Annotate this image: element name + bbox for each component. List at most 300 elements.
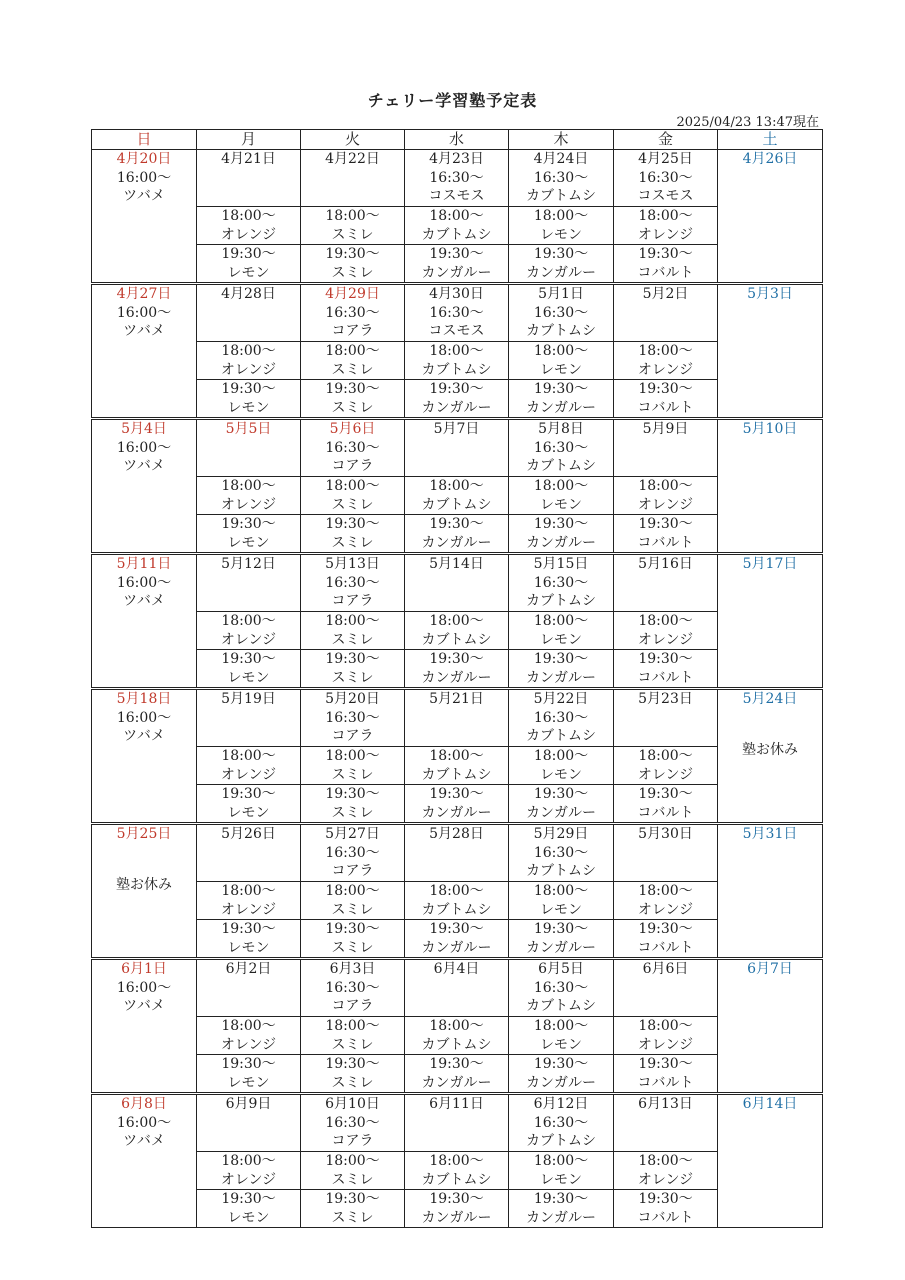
- session-text: レモン: [227, 804, 270, 821]
- day-cell: [197, 959, 301, 1017]
- day-cell: [614, 554, 718, 612]
- day-cell: [509, 150, 614, 207]
- session-text: 19:30〜: [325, 246, 380, 262]
- session-text: 19:30〜: [638, 1191, 693, 1207]
- session-text: コアラ: [331, 998, 374, 1014]
- session-text: 16:30〜: [533, 979, 589, 996]
- date-label: 4月22日: [325, 151, 380, 167]
- saturday-cell: [718, 419, 823, 554]
- session-cell: [301, 1190, 405, 1228]
- date-label: 6月5日: [538, 961, 584, 977]
- week-block: [92, 1094, 823, 1228]
- session-cell: [509, 920, 614, 959]
- day-cell: [197, 419, 301, 477]
- session-text: カブトムシ: [421, 496, 492, 513]
- session-text: 16:30〜: [325, 574, 380, 591]
- session-text: 16:30〜: [325, 709, 380, 726]
- schedule-row: [92, 785, 823, 824]
- day-cell: [301, 824, 405, 882]
- session-cell: [405, 1190, 509, 1228]
- day-cell: [614, 284, 718, 342]
- session-cell: [197, 245, 301, 284]
- session-cell: [301, 207, 405, 245]
- session-text: ツバメ: [123, 1133, 165, 1149]
- date-label: 5月8日: [538, 421, 584, 437]
- session-text: 18:00〜: [221, 478, 276, 494]
- session-text: 16:30〜: [325, 844, 380, 861]
- session-cell: [301, 612, 405, 650]
- page-title: チェリー学習塾予定表: [367, 91, 538, 110]
- session-cell: [614, 1055, 718, 1094]
- schedule-row: [92, 920, 823, 959]
- session-cell: [301, 785, 405, 824]
- session-text: 19:30〜: [221, 246, 276, 262]
- session-text: カンガルー: [421, 534, 492, 551]
- sunday-cell: [92, 959, 197, 1094]
- session-cell: [614, 920, 718, 959]
- session-text: 18:00〜: [638, 1153, 693, 1169]
- session-text: 18:00〜: [638, 208, 693, 224]
- session-text: 18:00〜: [221, 208, 276, 224]
- session-text: 19:30〜: [533, 1191, 589, 1207]
- session-text: ツバメ: [123, 323, 165, 339]
- session-text: 19:30〜: [429, 246, 484, 262]
- sunday-cell: [92, 419, 197, 554]
- session-text: 18:00〜: [533, 748, 589, 764]
- date-label: 5月25日: [116, 826, 172, 842]
- weekday-fri: 金: [614, 130, 718, 150]
- session-text: 18:00〜: [638, 478, 693, 494]
- day-cell: [509, 284, 614, 342]
- day-cell: [509, 689, 614, 747]
- session-cell: [614, 245, 718, 284]
- session-cell: [405, 342, 509, 380]
- session-text: 18:00〜: [429, 748, 484, 764]
- schedule-row: [92, 650, 823, 689]
- session-text: 18:00〜: [429, 343, 484, 359]
- date-label: 5月1日: [538, 286, 584, 302]
- date-label: 5月9日: [642, 421, 689, 437]
- session-text: オレンジ: [637, 496, 694, 513]
- day-cell: [301, 284, 405, 342]
- day-cell: [405, 284, 509, 342]
- session-text: 18:00〜: [325, 208, 380, 224]
- session-text: カンガルー: [421, 1074, 492, 1091]
- session-text: コスモス: [428, 323, 485, 339]
- session-text: レモン: [540, 901, 582, 918]
- session-text: 16:30〜: [533, 439, 589, 456]
- session-cell: [509, 1152, 614, 1190]
- session-text: カンガルー: [421, 1209, 492, 1226]
- date-label: 5月18日: [116, 691, 172, 707]
- session-cell: [405, 920, 509, 959]
- schedule-row: [92, 689, 823, 747]
- session-text: スミレ: [331, 766, 374, 783]
- session-cell: [405, 477, 509, 515]
- session-text: カンガルー: [421, 669, 492, 686]
- date-label: 5月16日: [638, 556, 693, 572]
- session-text: オレンジ: [637, 361, 694, 378]
- session-cell: [197, 785, 301, 824]
- date-label: 6月6日: [642, 961, 689, 977]
- sunday-cell: [92, 284, 197, 419]
- session-text: オレンジ: [637, 1036, 694, 1053]
- session-text: 19:30〜: [533, 246, 589, 262]
- session-text: コスモス: [637, 188, 694, 204]
- date-label: 5月7日: [433, 421, 480, 437]
- session-text: 19:30〜: [533, 516, 589, 532]
- session-text: 16:00〜: [116, 169, 172, 186]
- date-label: 5月24日: [742, 691, 798, 707]
- session-text: 16:00〜: [116, 709, 172, 726]
- week-block: [92, 824, 823, 959]
- session-cell: [405, 245, 509, 284]
- session-cell: [301, 380, 405, 419]
- session-text: コアラ: [331, 458, 374, 474]
- session-text: ツバメ: [123, 458, 165, 474]
- date-label: 5月21日: [429, 691, 484, 707]
- weekday-header-row: [92, 130, 823, 150]
- session-cell: [509, 207, 614, 245]
- weekday-wed: 水: [405, 130, 509, 150]
- session-cell: [614, 747, 718, 785]
- date-label: 6月11日: [429, 1096, 484, 1112]
- schedule-row: [92, 477, 823, 515]
- session-cell: [509, 1055, 614, 1094]
- session-text: 18:00〜: [429, 208, 484, 224]
- session-cell: [197, 747, 301, 785]
- session-cell: [301, 1055, 405, 1094]
- session-text: 19:30〜: [325, 651, 380, 667]
- session-text: コバルト: [637, 1074, 694, 1091]
- session-cell: [197, 1190, 301, 1228]
- session-text: 16:30〜: [533, 169, 589, 186]
- date-label: 4月29日: [325, 286, 380, 302]
- session-cell: [614, 882, 718, 920]
- session-text: オレンジ: [220, 361, 277, 378]
- session-cell: [614, 785, 718, 824]
- schedule-row: [92, 207, 823, 245]
- session-text: 19:30〜: [429, 786, 484, 802]
- day-cell: [197, 554, 301, 612]
- day-cell: [509, 554, 614, 612]
- session-text: 16:30〜: [325, 439, 380, 456]
- session-text: スミレ: [331, 1209, 374, 1226]
- session-text: レモン: [540, 496, 582, 513]
- date-label: 5月2日: [642, 286, 689, 302]
- schedule-row: [92, 882, 823, 920]
- session-cell: [301, 920, 405, 959]
- session-text: 18:00〜: [429, 613, 484, 629]
- session-cell: [405, 207, 509, 245]
- session-text: カンガルー: [526, 264, 596, 281]
- weekday-mon: 月: [197, 130, 301, 150]
- session-text: 18:00〜: [638, 748, 693, 764]
- session-cell: [614, 1190, 718, 1228]
- session-text: 19:30〜: [638, 786, 693, 802]
- session-text: 19:30〜: [325, 921, 380, 937]
- session-text: 18:00〜: [429, 478, 484, 494]
- schedule-row: [92, 150, 823, 207]
- day-cell: [405, 419, 509, 477]
- session-cell: [614, 1152, 718, 1190]
- session-cell: [197, 612, 301, 650]
- session-text: カブトムシ: [421, 766, 492, 783]
- session-cell: [301, 1017, 405, 1055]
- session-text: ツバメ: [123, 998, 165, 1014]
- session-text: コバルト: [637, 399, 694, 416]
- day-cell: [197, 824, 301, 882]
- day-cell: [509, 1094, 614, 1152]
- schedule-row: [92, 1152, 823, 1190]
- session-text: カブトムシ: [421, 1171, 492, 1188]
- saturday-cell: [718, 1094, 823, 1228]
- saturday-cell: [718, 959, 823, 1094]
- session-text: スミレ: [331, 1074, 374, 1091]
- session-cell: [509, 882, 614, 920]
- date-label: 5月4日: [121, 421, 167, 437]
- day-cell: [197, 284, 301, 342]
- schedule-row: [92, 1190, 823, 1228]
- session-text: カブトムシ: [526, 1133, 596, 1149]
- session-cell: [301, 477, 405, 515]
- session-text: 19:30〜: [429, 381, 484, 397]
- session-text: 19:30〜: [221, 921, 276, 937]
- session-text: オレンジ: [637, 631, 694, 648]
- day-cell: [614, 419, 718, 477]
- day-cell: [509, 419, 614, 477]
- session-text: ツバメ: [123, 728, 165, 744]
- session-text: 16:00〜: [116, 979, 172, 996]
- session-text: コアラ: [331, 863, 374, 879]
- session-text: レモン: [227, 264, 270, 281]
- session-text: レモン: [540, 361, 582, 378]
- session-text: 18:00〜: [533, 343, 589, 359]
- session-text: オレンジ: [637, 766, 694, 783]
- session-text: 19:30〜: [638, 381, 693, 397]
- session-text: 19:30〜: [221, 786, 276, 802]
- date-label: 5月31日: [742, 826, 798, 842]
- session-text: レモン: [540, 631, 582, 648]
- session-text: 16:30〜: [429, 304, 484, 321]
- session-text: カブトムシ: [526, 458, 596, 474]
- session-text: 16:00〜: [116, 1114, 172, 1131]
- session-text: オレンジ: [637, 901, 694, 918]
- date-label: 4月24日: [533, 151, 589, 167]
- session-text: 18:00〜: [325, 1153, 380, 1169]
- day-cell: [301, 150, 405, 207]
- session-text: カンガルー: [421, 264, 492, 281]
- sunday-cell: [92, 1094, 197, 1228]
- session-text: 19:30〜: [533, 651, 589, 667]
- session-cell: [197, 1055, 301, 1094]
- session-text: 18:00〜: [221, 1153, 276, 1169]
- session-text: カブトムシ: [421, 226, 492, 243]
- session-text: オレンジ: [220, 766, 277, 783]
- week-block: [92, 419, 823, 554]
- schedule-row: [92, 747, 823, 785]
- date-label: 5月6日: [329, 421, 376, 437]
- week-block: [92, 284, 823, 419]
- session-text: カブトムシ: [421, 361, 492, 378]
- session-text: 18:00〜: [638, 1018, 693, 1034]
- session-text: 19:30〜: [429, 1191, 484, 1207]
- session-cell: [614, 515, 718, 554]
- date-label: 6月12日: [533, 1096, 589, 1112]
- schedule-row: [92, 1017, 823, 1055]
- session-cell: [301, 342, 405, 380]
- session-cell: [301, 882, 405, 920]
- day-cell: [509, 824, 614, 882]
- session-cell: [301, 747, 405, 785]
- session-cell: [509, 785, 614, 824]
- week-block: [92, 959, 823, 1094]
- date-label: 4月21日: [221, 151, 276, 167]
- date-label: 5月11日: [116, 556, 172, 572]
- sunday-cell: [92, 554, 197, 689]
- sunday-cell: [92, 824, 197, 959]
- session-text: 16:00〜: [116, 439, 172, 456]
- session-text: コアラ: [331, 593, 374, 609]
- session-text: 16:30〜: [638, 169, 693, 186]
- session-cell: [197, 207, 301, 245]
- session-cell: [405, 650, 509, 689]
- day-cell: [614, 959, 718, 1017]
- session-text: 18:00〜: [325, 1018, 380, 1034]
- session-text: カブトムシ: [526, 188, 596, 204]
- session-text: カンガルー: [421, 399, 492, 416]
- schedule-row: [92, 824, 823, 882]
- date-label: 5月22日: [533, 691, 589, 707]
- session-cell: [509, 612, 614, 650]
- session-text: カンガルー: [421, 939, 492, 956]
- session-cell: [301, 245, 405, 284]
- session-text: 19:30〜: [533, 1056, 589, 1072]
- session-text: 18:00〜: [638, 883, 693, 899]
- session-text: カブトムシ: [421, 631, 492, 648]
- session-text: 18:00〜: [325, 883, 380, 899]
- session-text: コアラ: [331, 323, 374, 339]
- session-text: コバルト: [637, 939, 694, 956]
- date-label: 5月13日: [325, 556, 380, 572]
- date-label: 5月10日: [742, 421, 798, 437]
- session-text: オレンジ: [637, 1171, 694, 1188]
- session-cell: [405, 612, 509, 650]
- date-label: 6月2日: [225, 961, 272, 977]
- session-text: 19:30〜: [325, 516, 380, 532]
- date-label: 5月3日: [747, 286, 793, 302]
- date-label: 4月26日: [742, 151, 798, 167]
- session-text: 18:00〜: [533, 613, 589, 629]
- session-text: コバルト: [637, 804, 694, 821]
- date-label: 4月23日: [429, 151, 484, 167]
- session-text: 19:30〜: [533, 786, 589, 802]
- session-text: 18:00〜: [429, 1153, 484, 1169]
- session-text: 19:30〜: [221, 1056, 276, 1072]
- session-cell: [614, 207, 718, 245]
- session-cell: [509, 477, 614, 515]
- schedule-row: [92, 1094, 823, 1152]
- session-text: 19:30〜: [429, 651, 484, 667]
- session-text: 19:30〜: [429, 1056, 484, 1072]
- session-cell: [197, 1152, 301, 1190]
- session-text: 19:30〜: [221, 1191, 276, 1207]
- sunday-cell: [92, 689, 197, 824]
- session-text: 16:30〜: [533, 709, 589, 726]
- saturday-cell: [718, 824, 823, 959]
- session-text: カブトムシ: [526, 593, 596, 609]
- session-cell: [405, 785, 509, 824]
- session-cell: [301, 515, 405, 554]
- day-cell: [197, 1094, 301, 1152]
- session-text: 18:00〜: [429, 883, 484, 899]
- schedule-row: [92, 515, 823, 554]
- session-text: 19:30〜: [325, 381, 380, 397]
- date-label: 6月10日: [325, 1096, 380, 1112]
- date-label: 5月26日: [221, 826, 276, 842]
- session-text: レモン: [227, 939, 270, 956]
- saturday-cell: [718, 150, 823, 284]
- session-cell: [509, 342, 614, 380]
- session-text: カンガルー: [526, 1209, 596, 1226]
- session-text: 18:00〜: [638, 343, 693, 359]
- session-text: 16:30〜: [429, 169, 484, 186]
- schedule-row: [92, 1055, 823, 1094]
- session-text: オレンジ: [637, 226, 694, 243]
- session-text: カンガルー: [526, 804, 596, 821]
- date-label: 4月30日: [429, 286, 484, 302]
- week-block: [92, 689, 823, 824]
- sunday-cell: [92, 150, 197, 284]
- day-cell: [405, 554, 509, 612]
- session-text: 18:00〜: [221, 613, 276, 629]
- session-text: カブトムシ: [526, 323, 596, 339]
- session-text: 18:00〜: [533, 1153, 589, 1169]
- schedule-row: [92, 554, 823, 612]
- day-cell: [197, 689, 301, 747]
- session-text: スミレ: [331, 226, 374, 243]
- schedule-row: [92, 612, 823, 650]
- session-text: コバルト: [637, 264, 694, 281]
- day-cell: [405, 689, 509, 747]
- day-cell: [301, 554, 405, 612]
- updated-timestamp: 2025/04/23 13:47現在: [676, 115, 819, 130]
- session-cell: [197, 1017, 301, 1055]
- session-text: スミレ: [331, 669, 374, 686]
- session-text: スミレ: [331, 804, 374, 821]
- session-cell: [405, 1055, 509, 1094]
- day-cell: [614, 150, 718, 207]
- session-text: 19:30〜: [638, 1056, 693, 1072]
- session-text: 19:30〜: [533, 381, 589, 397]
- session-text: レモン: [227, 534, 270, 551]
- saturday-cell: [718, 689, 823, 824]
- date-label: 5月5日: [225, 421, 272, 437]
- session-text: レモン: [540, 226, 582, 243]
- schedule-row: [92, 245, 823, 284]
- closed-note: 塾お休み: [116, 876, 172, 893]
- date-label: 5月30日: [638, 826, 693, 842]
- weekday-sat: 土: [718, 130, 823, 150]
- session-text: 18:00〜: [533, 883, 589, 899]
- session-text: 18:00〜: [221, 343, 276, 359]
- session-text: レモン: [227, 1209, 270, 1226]
- day-cell: [614, 824, 718, 882]
- session-text: カンガルー: [526, 1074, 596, 1091]
- day-cell: [301, 689, 405, 747]
- session-text: 16:00〜: [116, 304, 172, 321]
- session-cell: [405, 747, 509, 785]
